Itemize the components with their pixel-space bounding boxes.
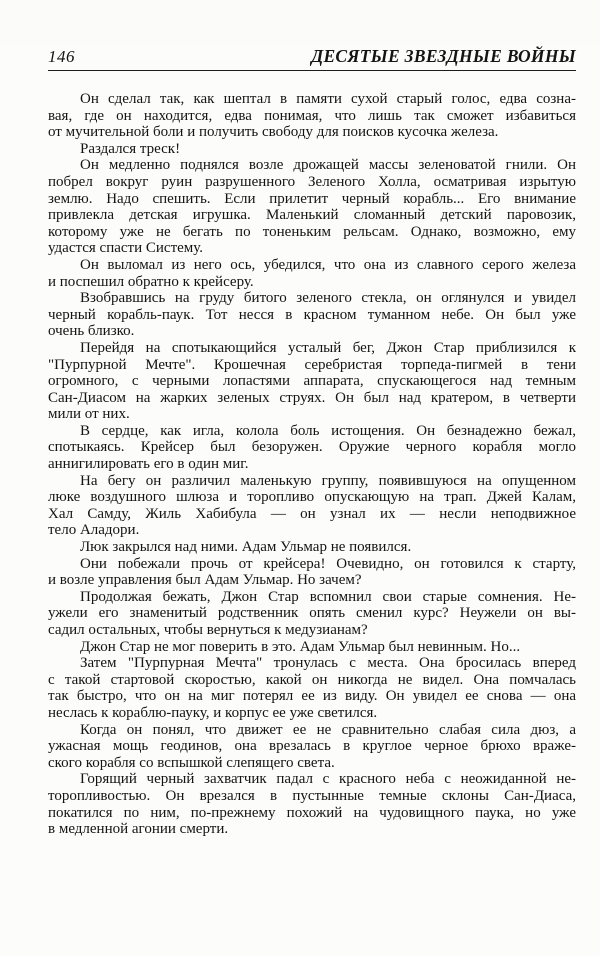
book-page (0, 46, 600, 956)
paragraph (48, 423, 576, 473)
paragraph (48, 290, 576, 340)
text-line: Он сделал так, как шептал в памяти сухой старый голос, едва созна- (80, 91, 576, 107)
text-line: и поспешил обратно к крейсеру. (48, 273, 254, 290)
text-line: покатился по ним, по-прежнему похожий на чудовищного паука, но уже (48, 804, 576, 821)
paragraph (48, 589, 576, 639)
text-line: аннигилировать его в один миг. (48, 456, 249, 473)
paragraph (48, 771, 576, 837)
text-line: тело Аладори. (48, 522, 140, 539)
text-line: Люк закрылся над ними. Адам Ульмар не появился. (80, 539, 412, 556)
text-line: Когда он понял, что движет ее не сравнительно слабая сила дюз, а (80, 721, 576, 738)
text-line: Взобравшись на груду битого зеленого стекла, он оглянулся и увидел (80, 290, 576, 307)
paragraph (48, 722, 576, 772)
text-line: Перейдя на спотыкающийся усталый бег, Джон Стар приблизился к (80, 339, 576, 356)
text-line: побрел вокруг руин разрушенного Зеленого Холла, осматривая изрытую (48, 173, 576, 190)
text-line: Он медленно поднялся возле дрожащей массы зеленоватой гнили. Он (80, 157, 576, 174)
page-number: 146 (48, 47, 75, 66)
paragraph (48, 556, 576, 589)
text-line: огромного, с черными лопастями аппарата, спускающегося над темным (48, 373, 576, 390)
text-line: вая, где он находится, едва понимая, что лишь так сможет избавиться (48, 107, 576, 124)
text-line: ужели его знаменитый родственник опять сменил курс? Неужели он вы- (48, 605, 576, 622)
text-line: Хал Самду, Жиль Хабибула — он узнал их — несли неподвижное (48, 505, 576, 522)
text-line: Он выломал из него ось, убедился, что она из славного серого железа (80, 256, 576, 273)
text-line: неслась к кораблю-пауку, и корпус ее уже светился. (48, 704, 378, 721)
text-line: привлекла детская игрушка. Маленький сломанный детский паровозик, (48, 207, 576, 224)
paragraph (48, 539, 576, 556)
text-line: ского корабля со вспышкой слепящего света. (48, 754, 335, 771)
text-line: с такой стартовой скоростью, какой он никогда не видел. Она помчалась (48, 671, 576, 688)
text-line: Продолжая бежать, Джон Стар вспомнил свои старые сомнения. Не- (80, 588, 576, 605)
text-line: Затем "Пурпурная Мечта" тронулась с места. Она бросилась вперед (80, 655, 576, 672)
text-line: В сердце, как игла, колола боль истощения. Он безнадежно бежал, (80, 422, 576, 439)
text-line: люке воздушного шлюза и торопливо опускающую на трап. Джей Калам, (48, 489, 576, 506)
paragraph (48, 340, 576, 423)
paragraph (48, 639, 576, 656)
text-line: мили от них. (48, 406, 130, 423)
text-line: Сан-Диасом на жарких зеленых струях. Он был над кратером, в четверти (48, 389, 576, 406)
text-line: Джон Стар не мог поверить в это. Адам Ульмар был невинным. Но... (80, 638, 521, 655)
text-line: Они побежали прочь от крейсера! Очевидно, он готовился к старту, (80, 555, 576, 572)
text-line: которому уже не бегать по тоненьким рельсам. Однако, возможно, ему (48, 223, 576, 240)
paragraph (48, 655, 576, 721)
text-line: спотыкаясь. Крейсер был безоружен. Оружие черного корабля могло (48, 439, 576, 456)
text-line: от мучительной боли и получить свободу для поисков кусочка железа. (48, 124, 499, 141)
paragraph (48, 257, 576, 290)
text-line: Горящий черный захватчик падал с красного неба с неожиданной не- (80, 771, 576, 788)
page-text (48, 91, 576, 838)
text-line: землю. Надо спешить. Если прилетит черный корабль... Его внимание (48, 190, 576, 207)
text-line: "Пурпурной Мечте". Крошечная серебристая торпеда-пигмей в тени (48, 356, 576, 373)
text-line: Раздался треск! (80, 140, 181, 157)
paragraph (48, 91, 576, 141)
text-line: садил остальных, чтобы вернуться к медузианам? (48, 622, 368, 638)
text-line: ужасная мощь геодинов, она врезалась в круглое черное брюхо враже- (48, 738, 576, 755)
text-line: удастся спасти Систему. (48, 240, 204, 257)
running-title: ДЕСЯТЫЕ ЗВЕЗДНЫЕ ВОЙНЫ (311, 46, 576, 66)
text-line: и возле управления был Адам Ульмар. Но зачем? (48, 572, 362, 589)
text-line: в медленной агонии смерти. (48, 821, 229, 838)
page-header (48, 46, 576, 71)
text-line: черный корабль-паук. Тот несся в красном туманном небе. Он был уже (48, 306, 576, 323)
text-line: торопливостью. Он врезался в пустынные темные склоны Сан-Диаса, (48, 787, 576, 804)
text-line: На бегу он различил маленькую группу, появившуюся на опущенном (80, 472, 576, 489)
paragraph (48, 141, 576, 158)
text-line: так быстро, что он на миг потерял ее из виду. Он увидел ее снова — она (48, 688, 576, 705)
text-line: очень близко. (48, 323, 135, 340)
paragraph (48, 157, 576, 257)
paragraph (48, 473, 576, 539)
